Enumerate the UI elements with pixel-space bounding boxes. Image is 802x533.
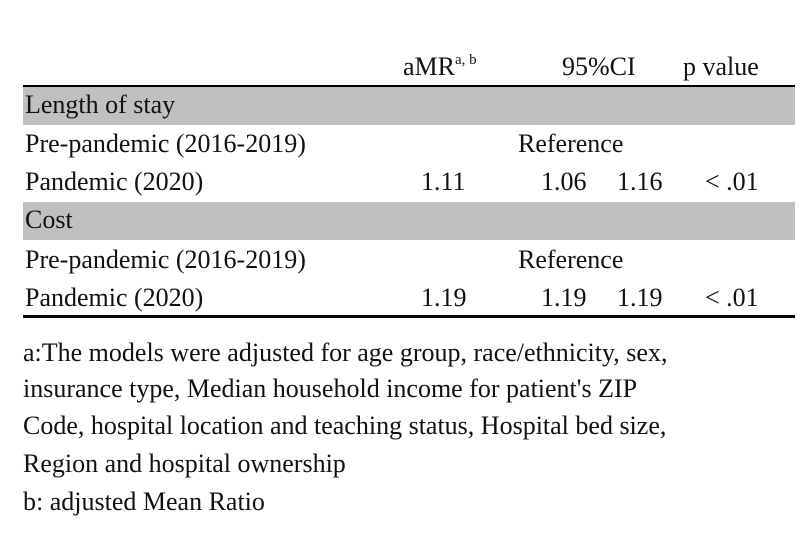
row-p-value: < .01 xyxy=(705,167,759,196)
footnote-line: Code, hospital location and teaching status, Hospital bed size, xyxy=(23,411,667,440)
row-ci-low: 1.06 xyxy=(541,167,587,196)
footnote-line: Region and hospital ownership xyxy=(23,449,346,478)
header-ci: 95%CI xyxy=(562,52,636,81)
header-p-value: p value xyxy=(683,52,759,81)
row-reference: Reference xyxy=(518,129,624,158)
row-label: Pandemic (2020) xyxy=(25,167,204,196)
section-band-cost xyxy=(23,202,795,240)
row-p-value: < .01 xyxy=(705,283,759,312)
header-amr-superscript: a, b xyxy=(455,52,477,68)
row-label: Pre-pandemic (2016-2019) xyxy=(25,129,306,158)
section-title-length-of-stay: Length of stay xyxy=(25,90,176,119)
section-title-cost: Cost xyxy=(25,205,73,234)
row-amr-value: 1.19 xyxy=(421,283,467,312)
footnote-line: b: adjusted Mean Ratio xyxy=(23,487,265,516)
table-bottom-rule xyxy=(23,315,795,318)
header-amr: aMR$^{a, b}$ xyxy=(403,52,477,81)
row-ci-low: 1.19 xyxy=(541,283,587,312)
footnote-line: a:The models were adjusted for age group, race/ethnicity, sex, xyxy=(23,338,668,367)
row-ci-high: 1.16 xyxy=(617,167,663,196)
row-reference: Reference xyxy=(518,245,624,274)
footnote-line: insurance type, Median household income for patient's ZIP xyxy=(23,374,638,403)
row-label: Pandemic (2020) xyxy=(25,283,204,312)
row-ci-high: 1.19 xyxy=(617,283,663,312)
row-label: Pre-pandemic (2016-2019) xyxy=(25,245,306,274)
row-amr-value: 1.11 xyxy=(421,167,466,196)
